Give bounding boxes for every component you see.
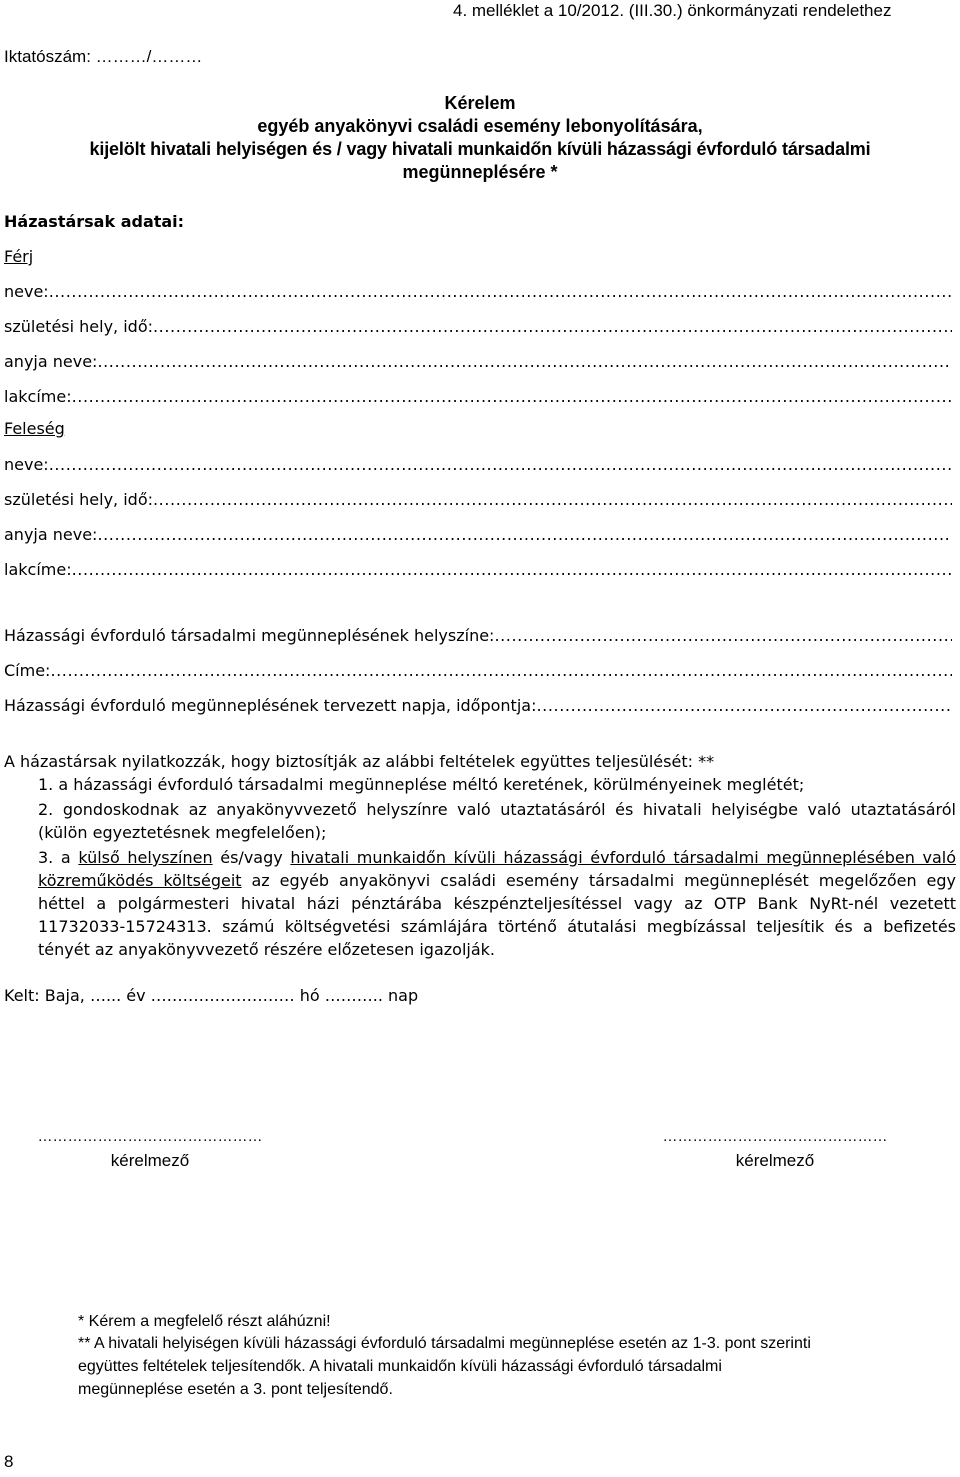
venue-address-label: Címe: [4,661,51,680]
signature-line-left: ……………………………………… [37,1128,263,1145]
title-line-2: egyéb anyakönyvi családi esemény lebonyolítására, [257,116,703,136]
after-hours-option: hivatali munkaidőn kívüli házassági évforduló társadalmi megünneplésében való közreműködés költségeit [38,848,957,890]
page-number: 8 [4,1452,14,1471]
signature-line-right: ……………………………………… [662,1128,888,1145]
footnote-2-line-3: megünneplése esetén a 3. pont teljesítendő. [78,1381,393,1398]
husband-label: Férj [4,247,34,266]
husband-birth-field[interactable] [4,316,952,338]
footnote-1: * Kérem a megfelelő részt aláhúzni! [78,1313,331,1330]
footnote-2-line-1: ** A hivatali helyiségen kívüli házassági évforduló társadalmi megünneplése esetén az 1-3. pont szerinti [78,1335,811,1352]
signature-label-right: kérelmező [735,1151,815,1170]
spouses-heading: Házastársak adatai: [4,212,185,231]
wife-label: Feleség [4,419,65,438]
venue-label: Házassági évforduló társadalmi megünneplésének helyszíne: [4,626,495,645]
husband-address-label: lakcíme: [4,387,72,406]
declaration-intro: A házastársak nyilatkozzák, hogy biztosítják az alábbi feltételek együttes teljesülését: ** [4,752,715,771]
husband-name-field[interactable] [4,281,952,303]
husband-address-field[interactable] [4,386,952,408]
dated-line: Kelt: Baja, …... év ……………………… hó ……….. nap [4,986,419,1005]
event-datetime-field[interactable] [4,695,952,717]
footnote-2-line-2: együttes feltételek teljesítendők. A hivatali munkaidőn kívüli házassági évforduló társadalmi [78,1358,722,1375]
wife-address-field[interactable] [4,559,952,581]
title-line-4: megünneplésére * [402,162,558,182]
wife-mother-label: anyja neve: [4,525,98,544]
wife-name-field[interactable] [4,454,952,476]
signature-label-left: kérelmező [110,1151,190,1170]
annex-reference: 4. melléklet a 10/2012. (III.30.) önkormányzati rendelethez [453,1,892,20]
file-number: Iktatószám: ………/……… [4,47,203,66]
wife-name-label: neve: [4,455,49,474]
husband-birth-label: születési hely, idő: [4,317,153,336]
declaration-item-3: 3. a külső helyszínen és/vagy hivatali munkaidőn kívüli házassági évforduló társadalmi megünneplésében való közreműködés költségeit az egyéb anyakönyvi családi esemény társadalmi megünneplését megelőzően egy héttel a polgármesteri hivatal házi pénztárába készpénzteljesítéssel vagy az OTP Bank NyRt-nél vezetett 11732033-15724313. számú költségvetési számlájára történő átutalási megbízással teljesítik és a befizetés tényét az anyakönyvvezető részére előzetesen igazolják. [38,848,957,959]
husband-mother-label: anyja neve: [4,352,98,371]
wife-address-label: lakcíme: [4,560,72,579]
event-datetime-label: Házassági évforduló megünneplésének tervezett napja, időpontja: [4,696,537,715]
husband-mother-field[interactable] [4,351,952,373]
husband-name-label: neve: [4,282,49,301]
wife-mother-field[interactable] [4,524,952,546]
title-line-1: Kérelem [444,93,516,113]
venue-address-field[interactable] [4,660,952,682]
wife-birth-field[interactable] [4,489,952,511]
declaration-item-2: 2. gondoskodnak az anyakönyvvezető helyszínre való utaztatásáról és hivatali helyiségbe való utaztatásáról (külön egyeztetésnek megfelelően); [38,800,956,842]
wife-birth-label: születési hely, idő: [4,490,153,509]
external-venue-option: külső helyszínen [78,848,213,867]
declaration-item-1: 1. a házassági évforduló társadalmi megünneplése méltó keretének, körülményeinek meglétét; [38,775,805,794]
title-line-3: kijelölt hivatali helyiségen és / vagy hivatali munkaidőn kívüli házassági évforduló társadalmi [89,139,871,159]
venue-field[interactable] [4,625,952,647]
